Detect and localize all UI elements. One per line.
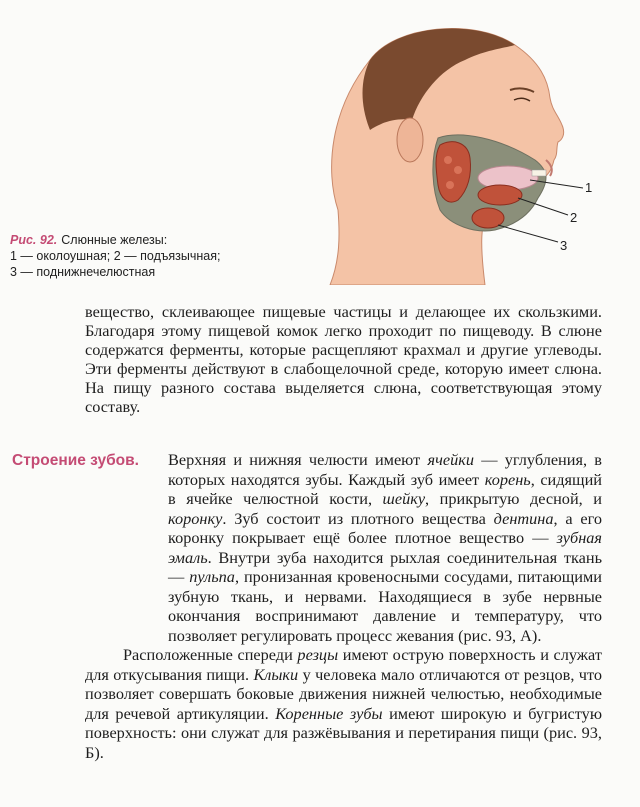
teeth-types-text: Расположенные спереди резцы имеют острую поверхность и служат для откусывания пищи. Клыки у человека мало отличаются от резцов, что позволяет совершать боковые движения нижней челюстью, необходимые для речевой артикуляции. Коренные зубы имеют широкую и бугристую поверхность: они служат для разжёвывания и перетирания пищи (рис. 93, Б). <box>85 645 603 762</box>
saliva-paragraph <box>85 302 602 416</box>
callout-2: 2 <box>570 210 578 225</box>
term-crown: коронку <box>168 508 223 528</box>
figure-label: Рис. 92. <box>10 233 58 247</box>
term-neck: шейку <box>382 489 426 508</box>
salivary-glands-illustration <box>300 20 610 285</box>
figure-caption <box>10 232 300 280</box>
sublingual-gland <box>478 185 522 205</box>
term-dentin: дентина <box>493 508 554 528</box>
teeth-structure-paragraph <box>168 450 602 645</box>
paragraph-text: вещество, склеивающее пищевые частицы и делающее их скользкими. Благодаря этому пищевой комок легко проходит по пищеводу. В слюне содержатся ферменты, которые расщепляют крахмал и другие углеводы. Эти ферменты действуют в слабощелочной среде, которую имеет слюна. На пищу разного состава выделяется слюна, соответствующая этому составу. <box>85 302 602 416</box>
section-heading: Строение зубов. <box>12 452 139 469</box>
ear <box>397 118 423 162</box>
term-root: корень <box>484 469 531 489</box>
teeth-types-paragraph <box>85 645 602 762</box>
teeth-structure-text: Верхняя и нижняя челюсти имеют ячейки — углубления, в которых находятся зубы. Каждый зуб имеет корень, сидящий в ячейке челюстной кости, шейку, прикрытую десной, и коронку. Зуб состоит из плотного вещества дентина, а его коронку покрывает ещё более плотное вещество — зубная эмаль. Внутри зуба находится рыхлая соединительная ткань — пульпа, пронизанная кровеносными сосудами, питающими зубную ткань, и нервами. Находящиеся в зубе нервные окончания воспринимают давление и температуру, что позволяет регулировать процесс жевания (рис. 93, А). <box>168 450 603 645</box>
caption-line-1: 1 — околоушная; 2 — подъязычная; <box>10 249 221 263</box>
term-cells: ячейки <box>427 450 474 469</box>
term-canines: Клыки <box>253 664 299 684</box>
caption-line-2: 3 — поднижнечелюстная <box>10 265 156 279</box>
term-molars: Коренные зубы <box>275 703 383 723</box>
term-pulp: пульпа <box>189 567 235 586</box>
term-enamel: зубная эмаль <box>168 528 602 567</box>
caption-title-line <box>10 232 300 248</box>
term-incisors: резцы <box>297 645 339 664</box>
callout-1: 1 <box>585 180 593 195</box>
caption-title: Слюнные железы: <box>61 233 168 247</box>
callout-3: 3 <box>560 238 568 253</box>
